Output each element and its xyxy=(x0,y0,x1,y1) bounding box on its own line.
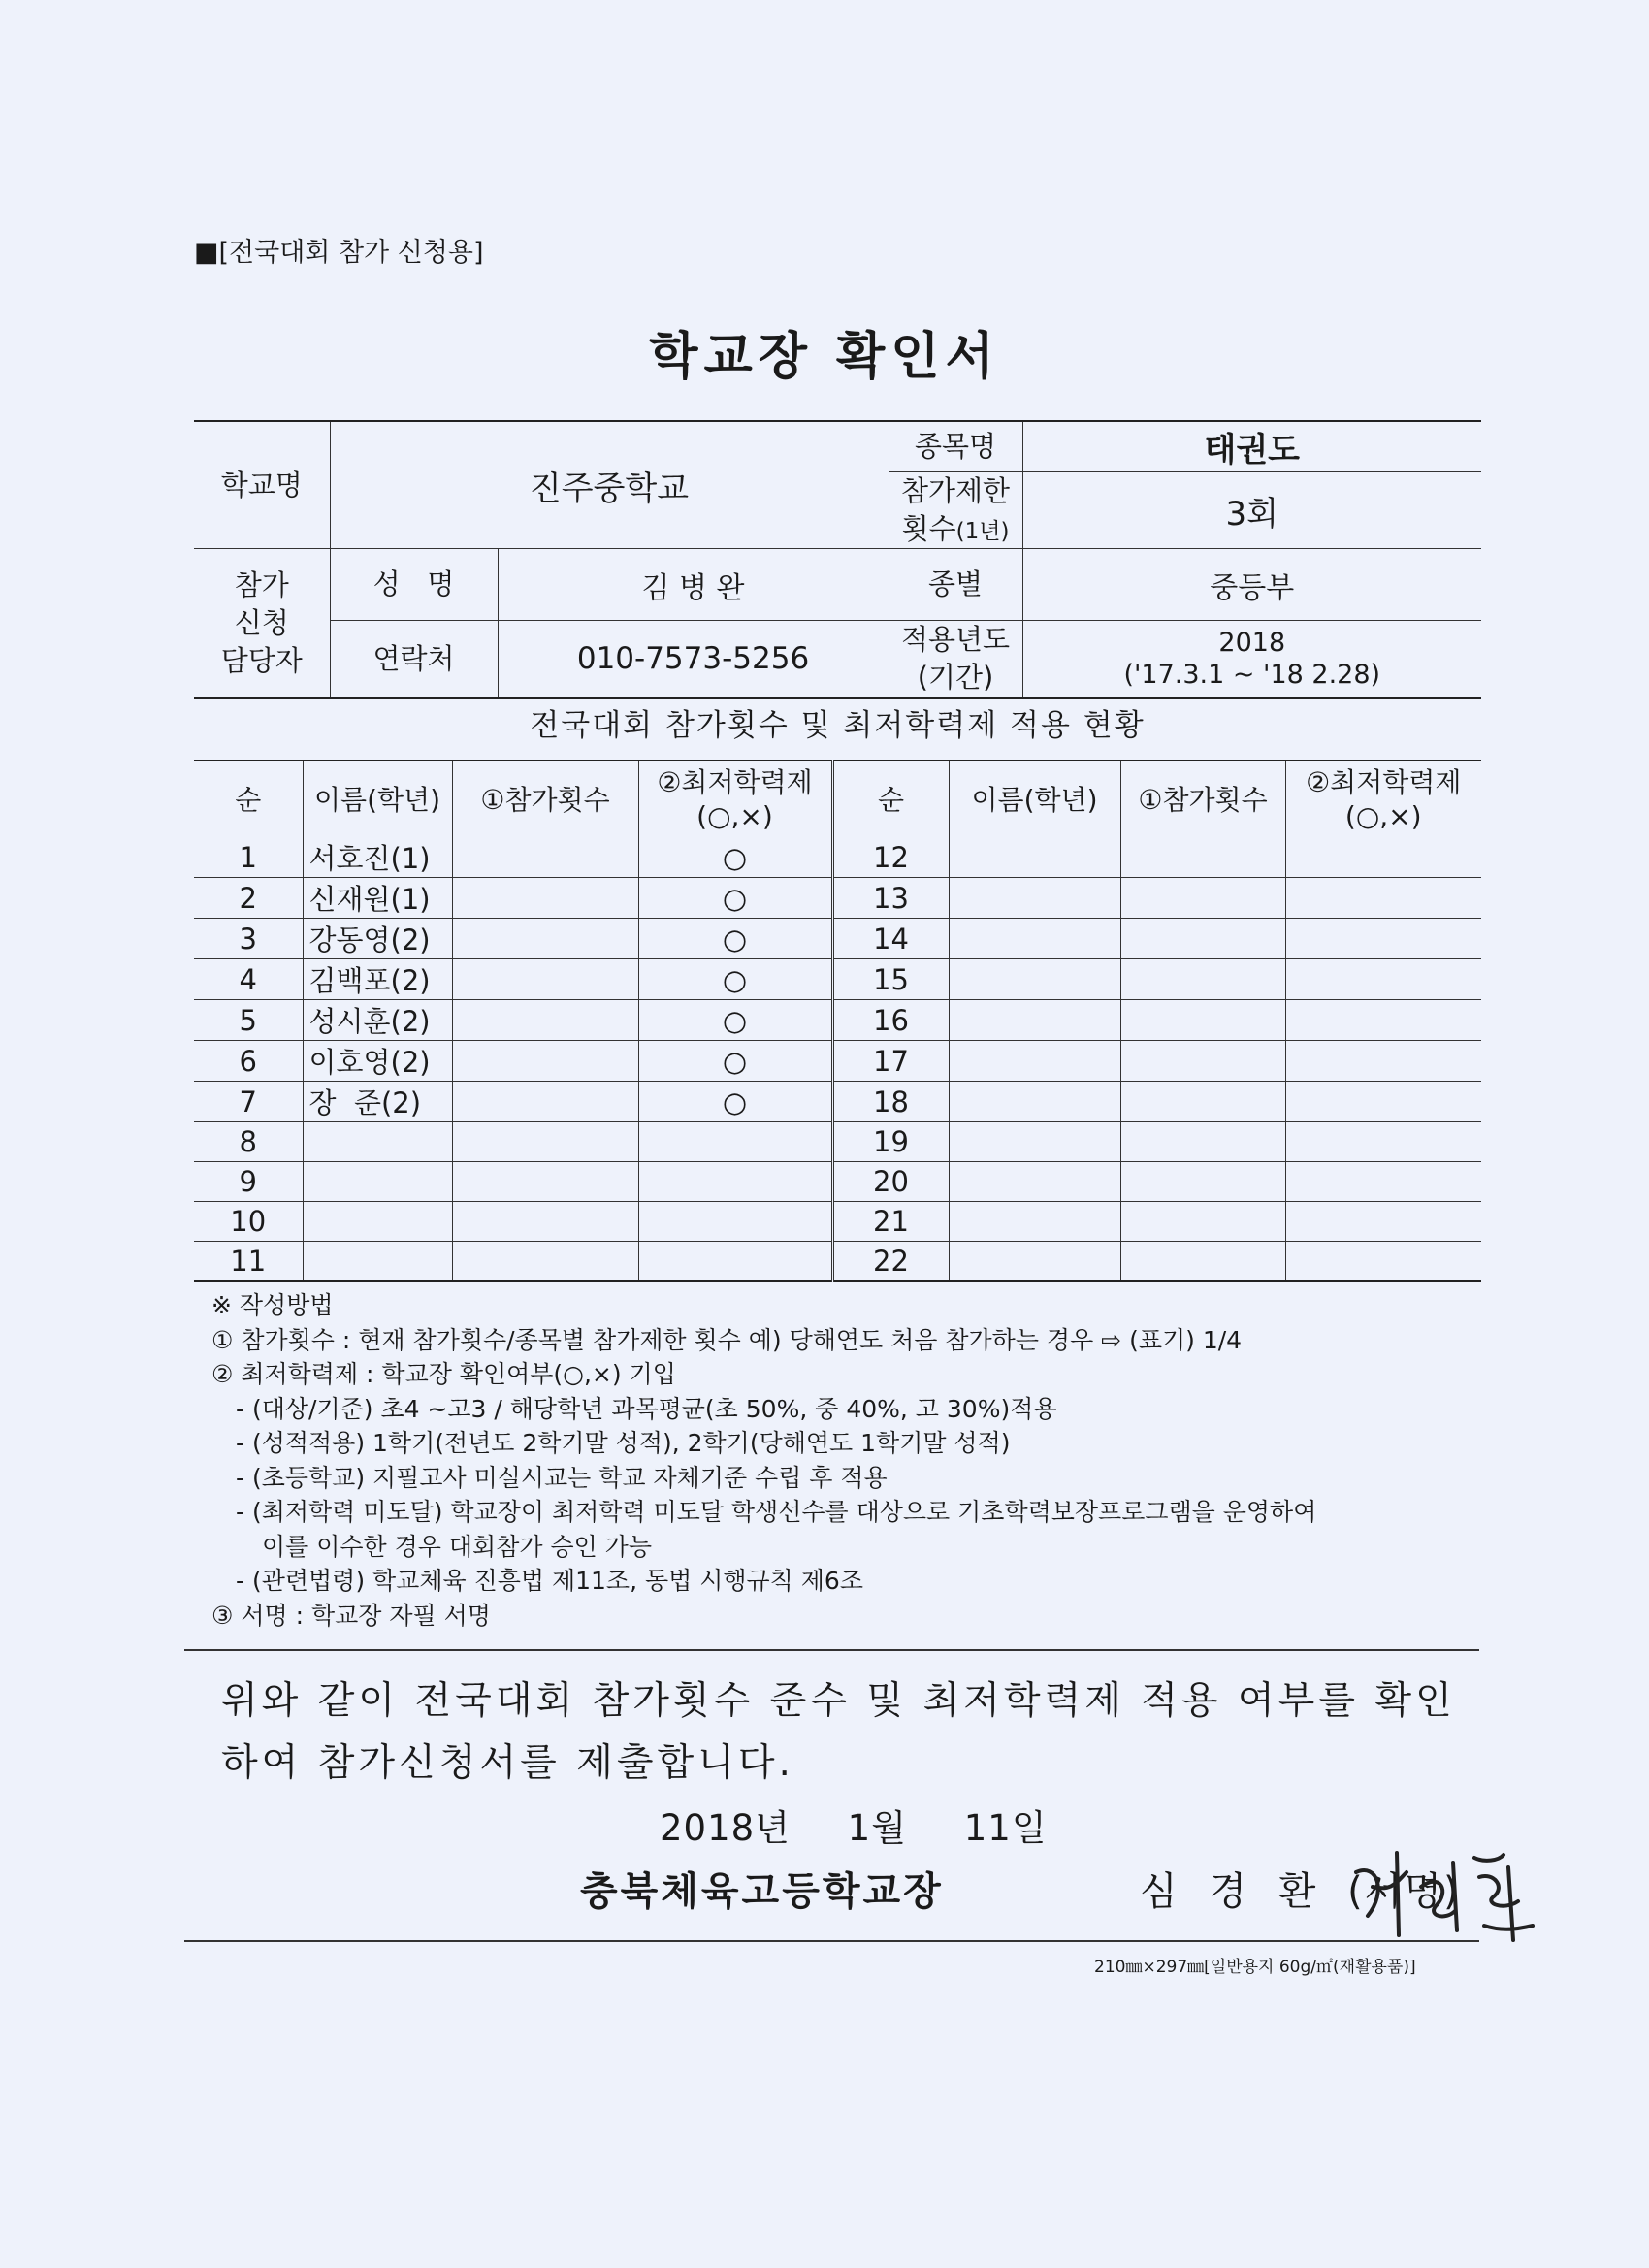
row-name: 성시훈(2) xyxy=(303,1000,452,1041)
instructions xyxy=(211,1288,1502,1633)
year-label-line1: 적용년도 xyxy=(900,623,1011,657)
row-count xyxy=(452,878,638,919)
row-academic-2 xyxy=(1285,1122,1481,1162)
note-2b: - (성적적용) 1학기(전년도 2학기말 성적), 2학기(당해연도 1학기말 성적) xyxy=(236,1429,1011,1457)
row-count xyxy=(452,1000,638,1041)
row-no: 2 xyxy=(194,878,303,919)
row-no: 6 xyxy=(194,1041,303,1082)
row-count-2 xyxy=(1120,1041,1285,1082)
row-academic xyxy=(638,1242,832,1282)
header-academic-line2-2: (○,×) xyxy=(1344,800,1422,832)
row-name: 강동영(2) xyxy=(303,919,452,959)
row-academic: ○ xyxy=(638,1041,832,1082)
date xyxy=(660,1798,1048,1851)
row-no: 9 xyxy=(194,1162,303,1202)
row-academic-2 xyxy=(1285,1242,1481,1282)
row-academic-2 xyxy=(1285,1202,1481,1242)
row-name-2 xyxy=(949,1202,1120,1242)
row-count-2 xyxy=(1120,878,1285,919)
year-cell xyxy=(1022,621,1481,698)
row-count xyxy=(452,837,638,878)
header-no: 순 xyxy=(194,761,303,837)
name-value: 김 병 완 xyxy=(498,549,889,621)
form-tag: ■[전국대회 참가 신청용] xyxy=(194,238,484,268)
row-no-2: 14 xyxy=(832,919,949,959)
date-year: 2018년 xyxy=(660,1807,791,1849)
row-name-2 xyxy=(949,1242,1120,1282)
declaration-line-1: 위와 같이 전국대회 참가횟수 준수 및 최저학력제 적용 여부를 확인 xyxy=(221,1679,1456,1723)
sign-label: (서명) xyxy=(1347,1869,1461,1914)
row-name: 김백포(2) xyxy=(303,959,452,1000)
manager-label xyxy=(194,549,330,698)
row-name: 서호진(1) xyxy=(303,837,452,878)
row-name-2 xyxy=(949,1082,1120,1122)
row-academic: ○ xyxy=(638,919,832,959)
school-value: 진주중학교 xyxy=(330,421,889,549)
note-3: ③ 서명 : 학교장 자필 서명 xyxy=(211,1601,491,1630)
row-count-2 xyxy=(1120,919,1285,959)
row-name xyxy=(303,1202,452,1242)
table-row xyxy=(194,1122,1481,1162)
bottom-rule xyxy=(184,1940,1479,1942)
row-name-2 xyxy=(949,1162,1120,1202)
note-2e: - (관련법령) 학교체육 진흥법 제11조, 동법 시행규칙 제6조 xyxy=(236,1567,863,1595)
row-academic xyxy=(638,1162,832,1202)
table-row xyxy=(194,1000,1481,1041)
date-day: 11일 xyxy=(963,1807,1048,1849)
header-academic-line2: (○,×) xyxy=(696,800,773,832)
row-no-2: 13 xyxy=(832,878,949,919)
year-value: 2018 xyxy=(1218,627,1286,658)
limit-label-suffix: (1년) xyxy=(955,519,1010,545)
year-label xyxy=(889,621,1022,698)
row-academic: ○ xyxy=(638,1082,832,1122)
info-table xyxy=(194,420,1481,699)
row-academic: ○ xyxy=(638,837,832,878)
document-title: 학교장 확인서 xyxy=(649,328,1000,386)
manager-label-2: 신청 xyxy=(234,605,289,639)
row-no: 10 xyxy=(194,1202,303,1242)
row-no: 3 xyxy=(194,919,303,959)
row-no: 7 xyxy=(194,1082,303,1122)
declaration-line-2: 하여 참가신청서를 제출합니다. xyxy=(221,1741,794,1785)
table-row xyxy=(194,1082,1481,1122)
header-count-2: ①참가횟수 xyxy=(1120,761,1285,837)
table-row xyxy=(194,878,1481,919)
row-no-2: 15 xyxy=(832,959,949,1000)
row-academic-2 xyxy=(1285,959,1481,1000)
row-academic xyxy=(638,1202,832,1242)
row-count xyxy=(452,1162,638,1202)
note-2d: - (최저학력 미도달) 학교장이 최저학력 미도달 학생선수를 대상으로 기초학력보장프로그램을 운영하여 xyxy=(236,1498,1317,1526)
name-label: 성 명 xyxy=(330,549,498,621)
header-no-2: 순 xyxy=(832,761,949,837)
row-academic-2 xyxy=(1285,1000,1481,1041)
row-name-2 xyxy=(949,1041,1120,1082)
event-label: 종목명 xyxy=(889,421,1022,472)
row-count-2 xyxy=(1120,1162,1285,1202)
row-name-2 xyxy=(949,919,1120,959)
table-row xyxy=(194,1202,1481,1242)
declaration xyxy=(221,1670,1482,1795)
manager-label-3: 담당자 xyxy=(220,643,303,677)
note-1: ① 참가횟수 : 현재 참가횟수/종목별 참가제한 횟수 예) 당해연도 처음 참가하는 경우 ⇨ (표기) 1/4 xyxy=(211,1325,1243,1354)
row-name xyxy=(303,1162,452,1202)
table-header-row xyxy=(194,761,1481,837)
row-no-2: 19 xyxy=(832,1122,949,1162)
note-2a: - (대상/기준) 초4 ~고3 / 해당학년 과목평균(초 50%, 중 40%, 고 30%)적용 xyxy=(236,1394,1057,1423)
row-count-2 xyxy=(1120,1000,1285,1041)
header-name-2: 이름(학년) xyxy=(949,761,1120,837)
row-academic-2 xyxy=(1285,837,1481,878)
limit-label-line1: 참가제한 xyxy=(900,474,1011,507)
row-name-2 xyxy=(949,1122,1120,1162)
row-count-2 xyxy=(1120,1122,1285,1162)
row-academic-2 xyxy=(1285,1162,1481,1202)
division-label: 종별 xyxy=(889,549,1022,621)
event-value: 태권도 xyxy=(1022,421,1481,472)
paper-spec: 210㎜×297㎜[일반용지 60g/㎡(재활용품)] xyxy=(1094,1958,1416,1977)
table-row xyxy=(194,919,1481,959)
table-row xyxy=(194,959,1481,1000)
table-row xyxy=(194,1041,1481,1082)
division-value: 중등부 xyxy=(1022,549,1481,621)
limit-value: 3회 xyxy=(1022,472,1481,549)
row-academic: ○ xyxy=(638,1000,832,1041)
row-count xyxy=(452,919,638,959)
note-2d-cont: 이를 이수한 경우 대회참가 승인 가능 xyxy=(262,1532,652,1561)
header-academic-line1-2: ②최저학력제 xyxy=(1306,766,1462,798)
date-month: 1월 xyxy=(847,1807,907,1849)
row-name xyxy=(303,1242,452,1282)
header-name: 이름(학년) xyxy=(303,761,452,837)
participation-table xyxy=(194,760,1481,1282)
notes-heading: ※ 작성방법 xyxy=(211,1291,334,1319)
principal-name-text: 심 경 환 xyxy=(1140,1869,1326,1914)
contact-value: 010-7573-5256 xyxy=(498,621,889,698)
row-count-2 xyxy=(1120,959,1285,1000)
year-label-line2: (기간) xyxy=(917,661,994,695)
limit-label xyxy=(889,472,1022,549)
header-academic-2 xyxy=(1285,761,1481,837)
row-academic: ○ xyxy=(638,878,832,919)
divider xyxy=(184,1649,1479,1651)
row-count-2 xyxy=(1120,1202,1285,1242)
row-academic-2 xyxy=(1285,1082,1481,1122)
status-title: 전국대회 참가횟수 및 최저학력제 적용 현황 xyxy=(530,708,1146,743)
header-academic-line1: ②최저학력제 xyxy=(657,766,813,798)
row-name-2 xyxy=(949,959,1120,1000)
row-no-2: 22 xyxy=(832,1242,949,1282)
row-academic-2 xyxy=(1285,919,1481,959)
row-name: 이호영(2) xyxy=(303,1041,452,1082)
row-name xyxy=(303,1122,452,1162)
row-no: 8 xyxy=(194,1122,303,1162)
row-no: 1 xyxy=(194,837,303,878)
row-no: 11 xyxy=(194,1242,303,1282)
row-no: 4 xyxy=(194,959,303,1000)
header-academic xyxy=(638,761,832,837)
header-count: ①참가횟수 xyxy=(452,761,638,837)
row-count-2 xyxy=(1120,1082,1285,1122)
note-2: ② 최저학력제 : 학교장 확인여부(○,×) 기입 xyxy=(211,1360,676,1388)
school-label: 학교명 xyxy=(194,421,330,549)
row-academic: ○ xyxy=(638,959,832,1000)
limit-label-line2: 횟수 xyxy=(901,512,956,546)
row-academic-2 xyxy=(1285,1041,1481,1082)
row-count xyxy=(452,1202,638,1242)
table-row xyxy=(194,837,1481,878)
row-count xyxy=(452,959,638,1000)
row-no-2: 21 xyxy=(832,1202,949,1242)
row-academic-2 xyxy=(1285,878,1481,919)
row-name-2 xyxy=(949,878,1120,919)
row-count xyxy=(452,1242,638,1282)
row-count-2 xyxy=(1120,1242,1285,1282)
row-no-2: 12 xyxy=(832,837,949,878)
row-no-2: 17 xyxy=(832,1041,949,1082)
row-no-2: 16 xyxy=(832,1000,949,1041)
table-row xyxy=(194,1242,1481,1282)
row-count-2 xyxy=(1120,837,1285,878)
row-no-2: 20 xyxy=(832,1162,949,1202)
row-count xyxy=(452,1041,638,1082)
row-name-2 xyxy=(949,837,1120,878)
year-period: ('17.3.1 ~ '18 2.28) xyxy=(1123,660,1381,691)
row-name: 신재원(1) xyxy=(303,878,452,919)
school-principal-title: 충북체육고등학교장 xyxy=(580,1869,944,1914)
note-2c: - (초등학교) 지필고사 미실시교는 학교 자체기준 수립 후 적용 xyxy=(236,1463,888,1492)
contact-label: 연락처 xyxy=(330,621,498,698)
row-name-2 xyxy=(949,1000,1120,1041)
row-name: 장 준(2) xyxy=(303,1082,452,1122)
row-academic xyxy=(638,1122,832,1162)
row-count xyxy=(452,1082,638,1122)
row-no-2: 18 xyxy=(832,1082,949,1122)
manager-label-1: 참가 xyxy=(234,567,289,601)
row-count xyxy=(452,1122,638,1162)
table-row xyxy=(194,1162,1481,1202)
row-no: 5 xyxy=(194,1000,303,1041)
